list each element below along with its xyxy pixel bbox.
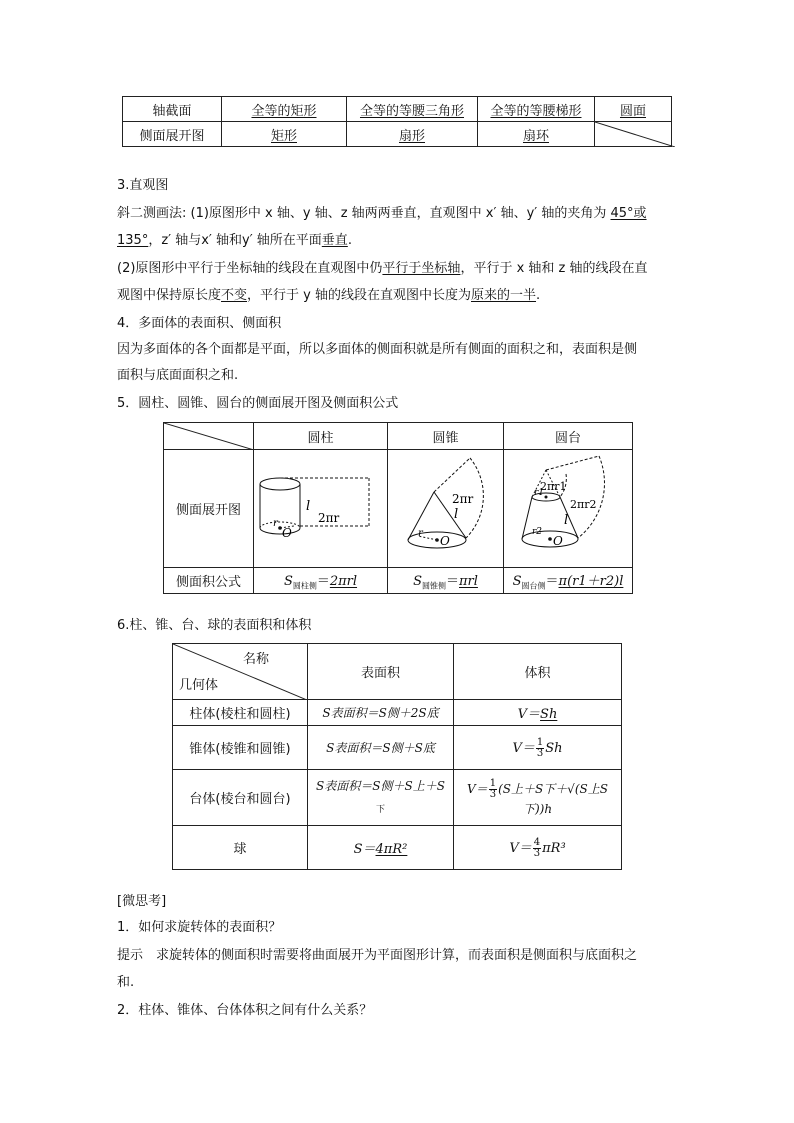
pyramid-area: S表面积＝S侧＋S底 (308, 726, 454, 770)
section-5-heading: 5．圆柱、圆锥、圆台的侧面展开图及侧面积公式 (117, 396, 399, 411)
formula-cylinder: $S_{圆柱侧}=2\pi rl$ (254, 568, 388, 594)
section-3-line-2: 135°，z′ 轴与x′ 轴和y′ 轴所在平面垂直. (117, 233, 352, 248)
label-O: O (282, 526, 292, 540)
svg-text:2πr: 2πr (452, 492, 474, 506)
question-2: 2．柱体、锥体、台体体积之间有什么关系？ (117, 1003, 373, 1018)
question-1: 1．如何求旋转体的表面积？ (117, 920, 282, 935)
row-label-axial-section: 轴截面 (123, 97, 222, 122)
section-3-line-3: (2)原图形中平行于坐标轴的线段在直观图中仍平行于坐标轴，平行于 x 轴和 z 轴的线段在直 (117, 261, 648, 276)
section-4-line-2: 面积与底面面积之和. (117, 368, 239, 383)
label-r2: r2 (532, 527, 543, 537)
header-cone: 圆锥 (388, 423, 504, 450)
cell-cylinder-unfold: 矩形 (270, 128, 297, 144)
row-pyramid: 锥体(棱锥和圆锥) (173, 726, 308, 770)
svg-text:l: l (454, 507, 459, 522)
header-name: 名称 (243, 652, 270, 667)
prism-volume: V＝Sh (454, 700, 622, 726)
answer-1-line-1: 提示 求旋转体的侧面积时需要将曲面展开为平面图形计算，而表面积是侧面积与底面积之 (117, 948, 638, 963)
surface-volume-table (172, 643, 622, 870)
section-4-line-1: 因为多面体的各个面都是平面，所以多面体的侧面积就是所有侧面的面积之和，表面积是侧 (117, 342, 638, 357)
frustum-area: S表面积＝S侧＋S上＋S 下 (308, 770, 454, 826)
header-cylinder: 圆柱 (254, 423, 388, 450)
section-4-heading: 4．多面体的表面积、侧面积 (117, 316, 282, 331)
think-heading: [微思考] (117, 894, 167, 909)
svg-text:O: O (553, 534, 563, 548)
diagonal-empty-cell (595, 122, 672, 147)
diagonal-line (164, 423, 254, 450)
row-label-unfold-diagram: 侧面展开图 (164, 450, 254, 568)
pyramid-volume: V＝ $\frac{1}{3}$ Sh (454, 726, 622, 770)
label-2pir: 2πr (318, 511, 340, 525)
row-label-unfolding: 侧面展开图 (123, 122, 222, 147)
label-2pir1: 2πr1 (540, 480, 567, 493)
cell-cylinder-section: 全等的矩形 (251, 103, 317, 119)
row-sphere: 球 (173, 826, 308, 870)
corner-diagonal-cell (164, 423, 254, 450)
svg-text:l: l (564, 513, 569, 528)
header-surface-area: 表面积 (308, 644, 454, 700)
cell-cone-section: 全等的等腰三角形 (359, 103, 464, 119)
header-body: 几何体 (179, 678, 219, 693)
formula-cone: $S_{圆锥侧}=\pi rl$ (388, 568, 504, 594)
section-6-heading: 6.柱、锥、台、球的表面积和体积 (117, 618, 312, 633)
formula-frustum: $S_{圆台侧}=\pi(r1+r2)l$ (504, 568, 633, 594)
section-3-heading: 3.直观图 (117, 178, 169, 193)
header-volume: 体积 (454, 644, 622, 700)
sphere-area: S＝4πR² (308, 826, 454, 870)
frustum-unfold-diagram (504, 450, 633, 568)
svg-text:O: O (440, 534, 450, 548)
lateral-surface-table (163, 422, 633, 594)
prism-area: S表面积＝S侧＋2S底 (308, 700, 454, 726)
label-r1: r1 (534, 488, 545, 498)
label-l: l (306, 499, 311, 514)
label-2pir2: 2πr2 (570, 498, 597, 511)
section-3-line-4: 观图中保持原长度不变，平行于 y 轴的线段在直观图中长度为原来的一半. (117, 288, 541, 303)
header-frustum: 圆台 (504, 423, 633, 450)
frustum-volume: V＝ $\frac{1}{3}$ (S上＋S下＋√(S上S下))h (454, 770, 622, 826)
cone-unfold-diagram (388, 450, 504, 568)
cell-cone-unfold: 扇形 (398, 128, 425, 144)
row-prism: 柱体(棱柱和圆柱) (173, 700, 308, 726)
cylinder-unfold-diagram (254, 450, 388, 568)
label-r: r (273, 518, 278, 529)
row-frustum: 台体(棱台和圆台) (173, 770, 308, 826)
diagonal-line (595, 122, 675, 147)
cell-sphere-section: 圆面 (595, 97, 672, 122)
corner-header-cell (173, 644, 308, 700)
cell-frustum-section: 全等的等腰梯形 (490, 103, 582, 119)
answer-1-line-2: 和. (117, 975, 135, 990)
axial-section-table (122, 96, 672, 147)
section-3-line-1: 斜二测画法: (1)原图形中 x 轴、y 轴、z 轴两两垂直，直观图中 x′ 轴、y′ 轴的夹角为 45°或 (117, 206, 647, 221)
cell-frustum-unfold: 扇环 (522, 128, 549, 144)
sphere-volume: V＝ $\frac{4}{3}$ πR³ (454, 826, 622, 870)
row-label-formula: 侧面积公式 (164, 568, 254, 594)
svg-text:r: r (418, 528, 423, 539)
